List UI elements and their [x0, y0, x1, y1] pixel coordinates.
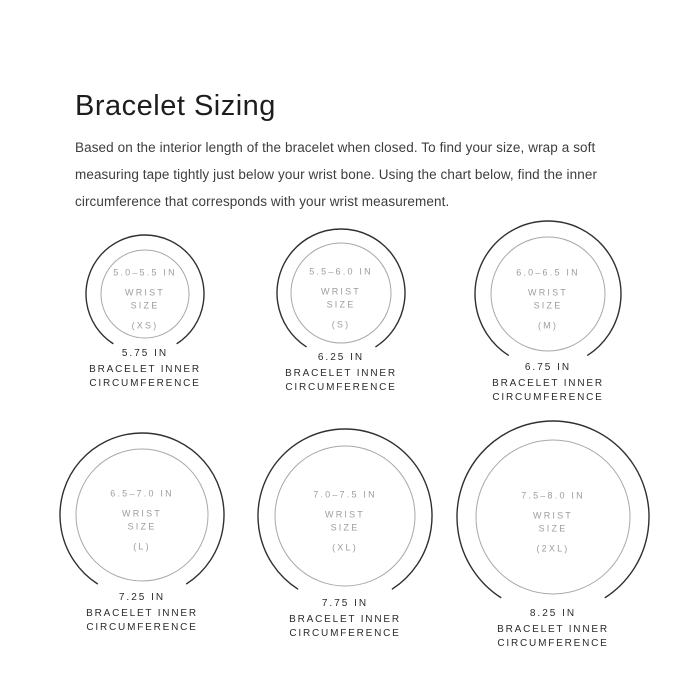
wrist-range-label: 6.0–6.5 IN — [516, 267, 580, 278]
caption-line1: BRACELET INNER — [285, 368, 397, 379]
caption-line1: BRACELET INNER — [492, 378, 604, 389]
size-diagram-m — [473, 267, 623, 404]
bracelet-diagram — [473, 219, 623, 373]
size-label: SIZE — [130, 300, 160, 311]
wrist-size-labels — [521, 491, 585, 554]
size-code-label: (L) — [133, 541, 151, 552]
size-code-label: (S) — [331, 319, 351, 330]
bracelet-diagram — [455, 419, 651, 619]
caption-line2: CIRCUMFERENCE — [285, 381, 397, 393]
size-label: SIZE — [533, 300, 563, 311]
circumference-caption — [497, 623, 609, 650]
size-label: SIZE — [330, 522, 360, 533]
size-code-label: (XS) — [131, 320, 159, 331]
inner-circumference-value: 7.75 IN — [321, 598, 369, 609]
caption-line1: BRACELET INNER — [86, 608, 198, 619]
wrist-label: WRIST — [533, 510, 573, 521]
wrist-range-label: 5.0–5.5 IN — [113, 267, 177, 278]
size-label: SIZE — [538, 523, 568, 534]
wrist-label: WRIST — [321, 286, 361, 297]
size-diagram-s — [275, 266, 407, 394]
inner-circumference-value: 6.25 IN — [317, 352, 365, 363]
inner-circumference-value: 5.75 IN — [121, 348, 169, 359]
inner-circumference-value: 7.25 IN — [118, 592, 166, 603]
inner-circumference-value: 6.75 IN — [524, 362, 572, 373]
wrist-range-label: 7.5–8.0 IN — [521, 490, 585, 501]
inner-circumference-value: 8.25 IN — [529, 608, 577, 619]
size-diagram-xl — [256, 489, 434, 640]
size-code-label: (2XL) — [536, 543, 570, 554]
circumference-caption — [89, 363, 201, 390]
wrist-size-labels — [110, 489, 174, 552]
bracelet-diagram — [58, 431, 226, 603]
caption-line1: BRACELET INNER — [89, 364, 201, 375]
circumference-caption — [492, 377, 604, 404]
wrist-size-labels — [309, 267, 373, 330]
size-diagram-xs — [84, 267, 206, 390]
caption-line2: CIRCUMFERENCE — [89, 377, 201, 389]
wrist-size-labels — [313, 490, 377, 553]
size-diagram-2xl — [455, 490, 651, 650]
wrist-label: WRIST — [125, 287, 165, 298]
size-code-label: (M) — [537, 320, 559, 331]
caption-line2: CIRCUMFERENCE — [289, 627, 401, 639]
bracelet-diagram — [84, 233, 206, 359]
caption-line1: BRACELET INNER — [497, 624, 609, 635]
size-label: SIZE — [127, 521, 157, 532]
wrist-range-label: 6.5–7.0 IN — [110, 488, 174, 499]
wrist-label: WRIST — [528, 287, 568, 298]
page-description: Based on the interior length of the bracelet when closed. To find your size, wrap a soft measuring tape tightly just below your wrist bone. Using the chart below, find the inner circumference that corresponds with your wrist measurement. — [75, 140, 598, 209]
caption-line2: CIRCUMFERENCE — [86, 621, 198, 633]
wrist-range-label: 7.0–7.5 IN — [313, 489, 377, 500]
wrist-size-labels — [113, 268, 177, 331]
circumference-caption — [86, 607, 198, 634]
size-code-label: (XL) — [332, 542, 358, 553]
wrist-label: WRIST — [122, 508, 162, 519]
page-title: Bracelet Sizing — [75, 90, 276, 122]
wrist-label: WRIST — [325, 509, 365, 520]
size-label: SIZE — [326, 299, 356, 310]
wrist-size-labels — [516, 268, 580, 331]
size-diagram-l — [58, 488, 226, 634]
bracelet-diagram — [256, 427, 434, 609]
caption-line2: CIRCUMFERENCE — [492, 391, 604, 403]
wrist-range-label: 5.5–6.0 IN — [309, 266, 373, 277]
caption-line1: BRACELET INNER — [289, 614, 401, 625]
circumference-caption — [285, 367, 397, 394]
bracelet-diagram — [275, 227, 407, 363]
circumference-caption — [289, 613, 401, 640]
caption-line2: CIRCUMFERENCE — [497, 637, 609, 649]
